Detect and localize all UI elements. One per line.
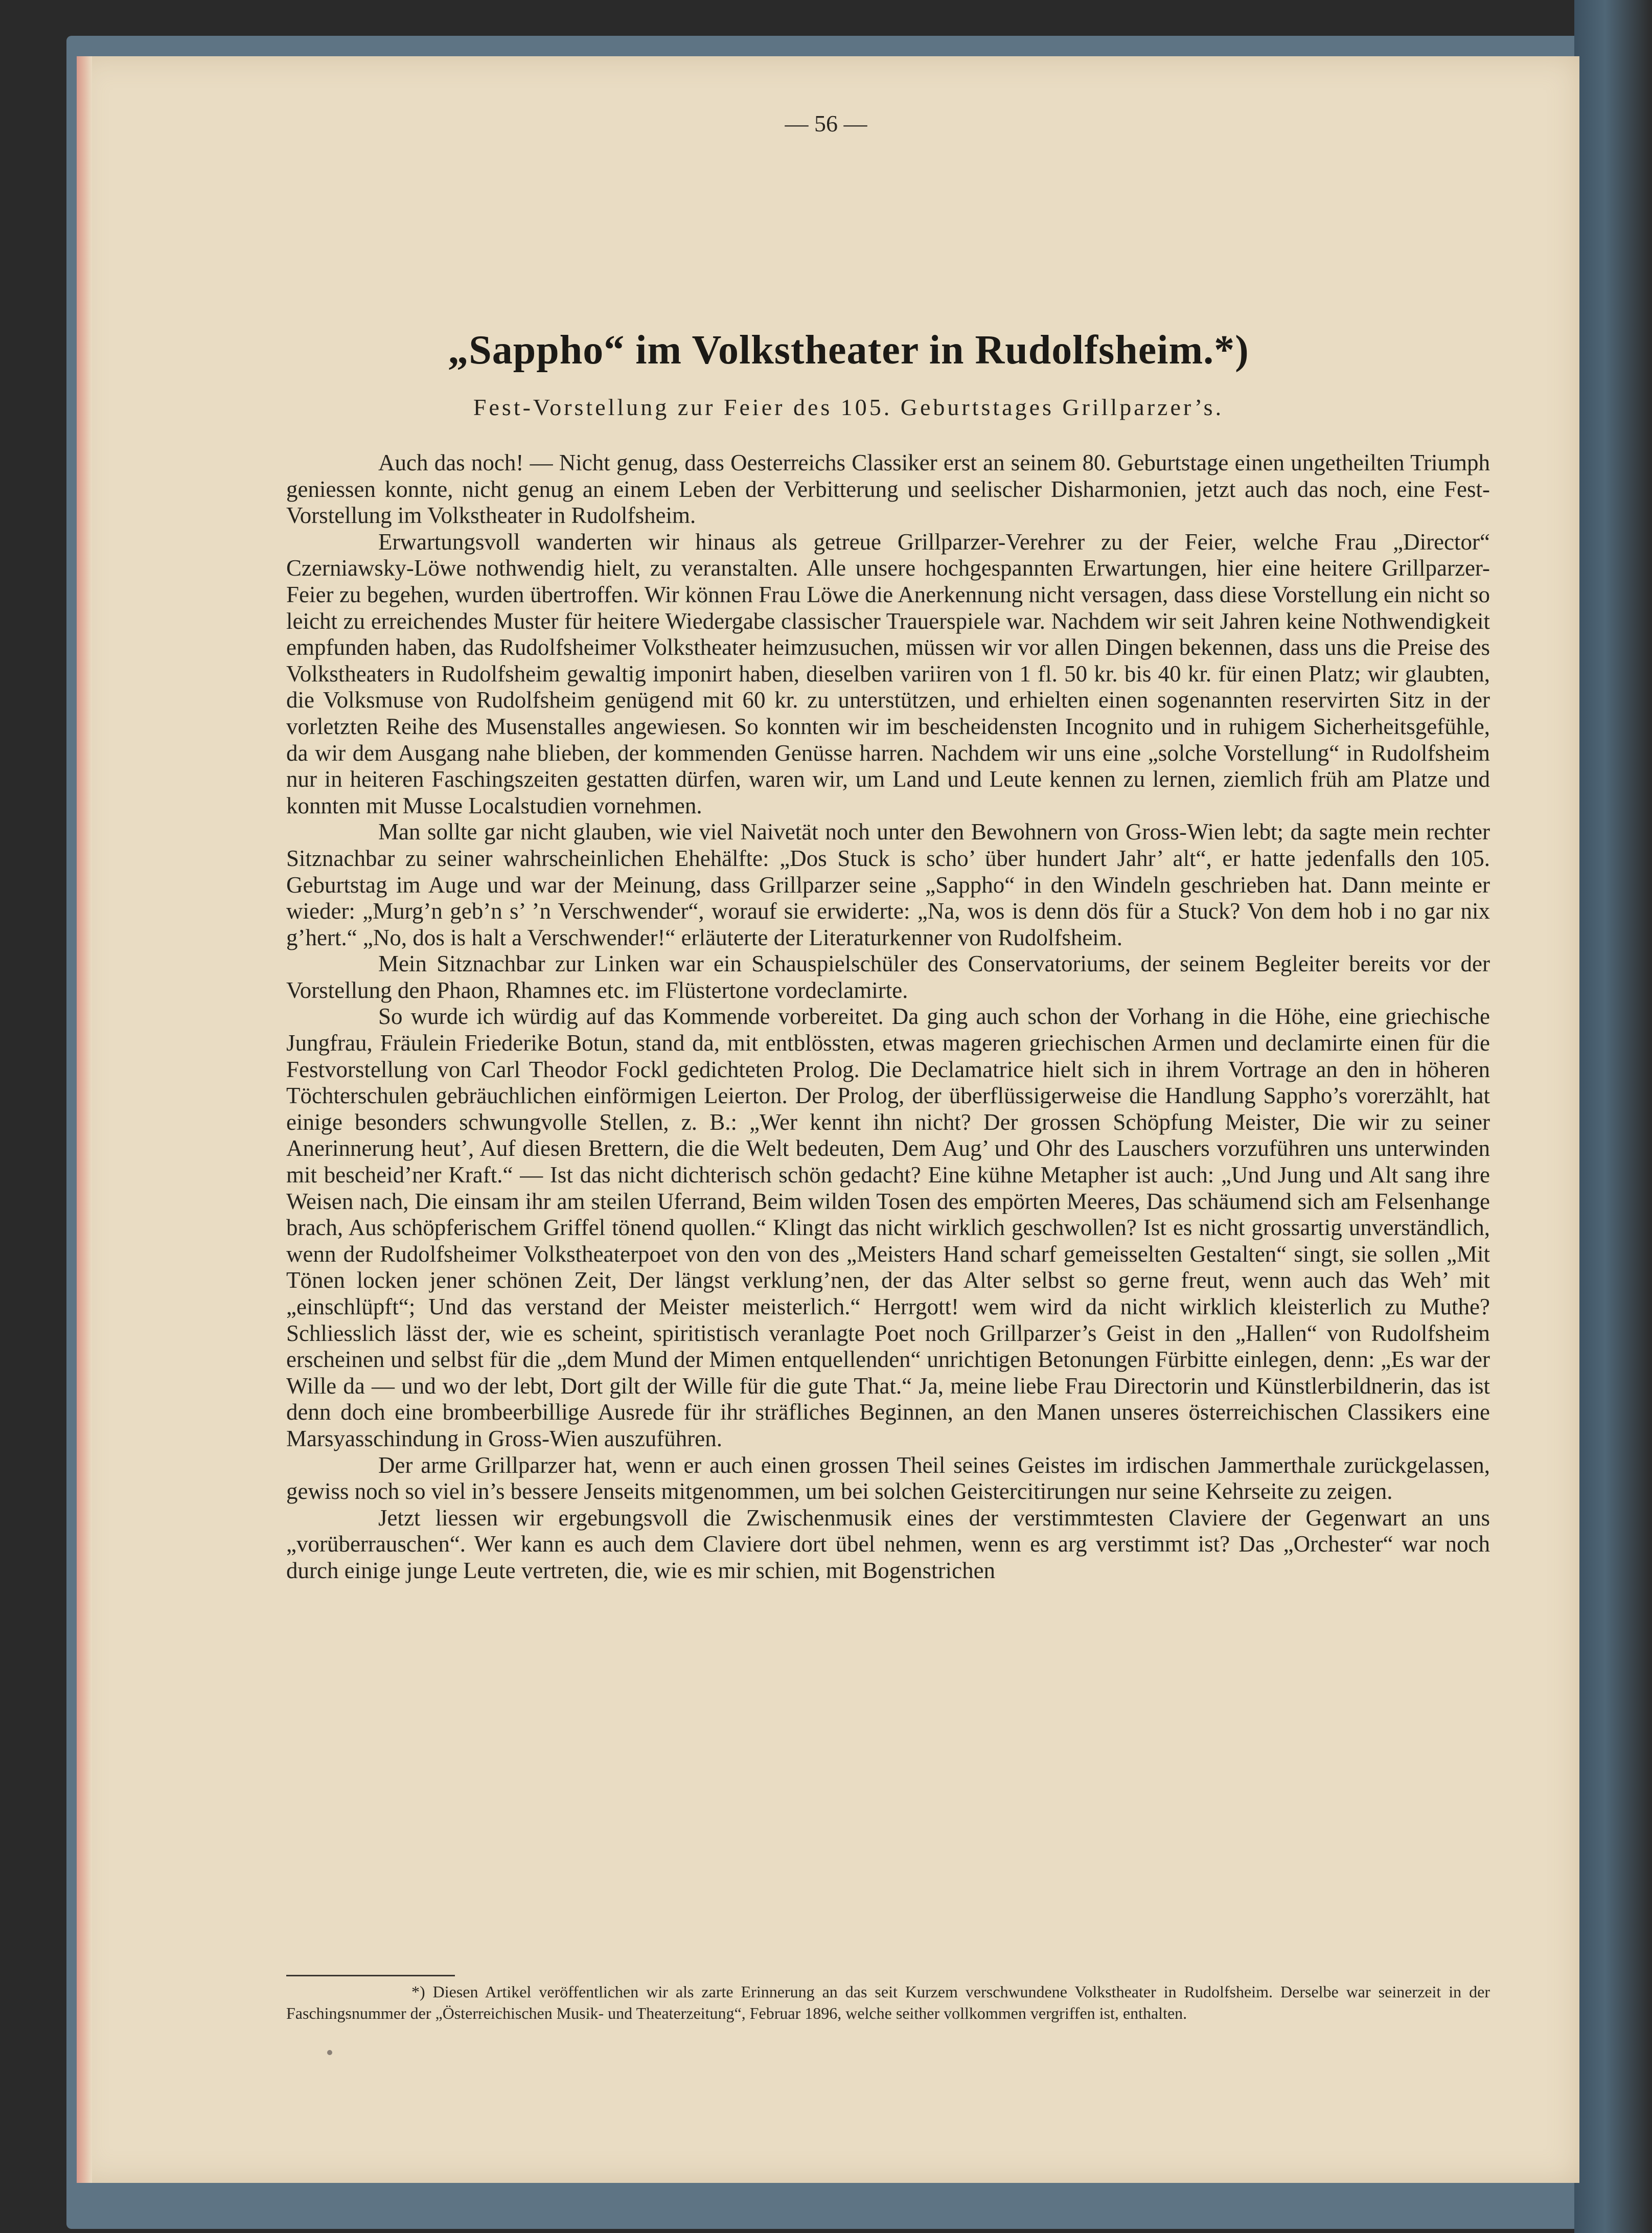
paragraph: Mein Sitznachbar zur Linken war ein Schauspielschüler des Conservatoriums, der seinem Begleiter bereits vor der Vorstellung den Phaon, Rhamnes etc. im Flüstertone vordeclamirte. [286,951,1490,1003]
book-cover-right-edge [1574,0,1652,2233]
article-body [286,450,1490,1584]
paragraph: So wurde ich würdig auf das Kommende vorbereitet. Da ging auch schon der Vorhang in die Höhe, eine griechische Jungfrau, Fräulein Friederike Botun, stand da, mit entblössten, etwas mageren griechischen Armen und declamirte einen für die Festvorstellung von Carl Theodor Fockl gedichteten Prolog. Die Declamatrice hielt sich in ihrem Vortrage an den in höheren Töchterschulen gebräuchlichen einförmigen Leierton. Der Prolog, der überflüssigerweise die Handlung Sappho’s vorerzählt, hat einige besonders schwungvolle Stellen, z. B.: „Wer kennt ihn nicht? Der grossen Schöpfung Meister, Die wir zu seiner Anerinnerung heut’, Auf diesen Brettern, die die Welt bedeuten, Dem Aug’ und Ohr des Lauschers vorzuführen uns unterwinden mit bescheid’ner Kraft.“ — Ist das nicht dichterisch schön gedacht? Eine kühne Metapher ist auch: „Und Jung und Alt sang ihre Weisen nach, Die einsam ihr am steilen Uferrand, Beim wilden Tosen des empörten Meeres, Das schäumend sich am Felsenhange brach, Aus schöpferischem Griffel tönend quollen.“ Klingt das nicht wirklich geschwollen? Ist es nicht grossartig unverständlich, wenn der Rudolfsheimer Volkstheaterpoet von den von des „Meisters Hand scharf gemeisselten Gestalten“ singt, sie sollen „Mit Tönen locken jener schönen Zeit, Der längst verklung’nen, der das Alter selbst so gerne freut, wenn auch das Weh’ mit „einschlüpft“; Und das verstand der Meister meisterlich.“ Herrgott! wem wird da nicht wirklich kleisterlich zu Muthe? Schliesslich lässt der, wie es scheint, spiritistisch veranlagte Poet noch Grillparzer’s Geist in den „Hallen“ von Rudolfsheim erscheinen und selbst für die „dem Mund der Mimen entquellenden“ unrichtigen Betonungen Fürbitte einlegen, denn: „Es war der Wille da — und wo der lebt, Dort gilt der Wille für die gute That.“ Ja, meine liebe Frau Directorin und Künstlerbildnerin, das ist denn doch eine brombeerbillige Ausrede für ihr sträfliches Beginnen, an den Manen unseres österreichischen Classikers eine Marsyasschindung in Gross-Wien auszuführen. [286,1004,1490,1451]
article-title: „Sappho“ im Volkstheater in Rudolfsheim.*) [448,328,1249,373]
paragraph: Auch das noch! — Nicht genug, dass Oesterreichs Classiker erst an seinem 80. Geburtstage einen ungetheilten Triumph geniessen konnte, nicht genug an einem Leben der Verbitterung und seelischer Disharmonien, jetzt auch das noch, eine Fest-Vorstellung im Volkstheater in Rudolfsheim. [286,450,1490,529]
page-edge [77,56,92,2183]
paragraph: Erwartungsvoll wanderten wir hinaus als getreue Grillparzer-Verehrer zu der Feier, welche Frau „Director“ Czerniawsky-Löwe nothwendig hielt, zu veranstalten. Alle unsere hochgespannten Erwartungen, hier eine heitere Grillparzer-Feier zu begehen, wurden übertroffen. Wir können Frau Löwe die Anerkennung nicht versagen, dass diese Vorstellung ein nicht so leicht zu erreichendes Muster für heitere Wiedergabe classischer Trauerspiele war. Nachdem wir seit Jahren keine Nothwendigkeit empfunden haben, das Rudolfsheimer Volkstheater heimzusuchen, müssen wir vor allen Dingen bekennen, dass uns die Preise des Volkstheaters in Rudolfsheim gewaltig imponirt haben, dieselben variiren von 1 fl. 50 kr. bis 40 kr. für einen Platz; wir glaubten, die Volksmuse von Rudolfsheim genügend mit 60 kr. zu unterstützen, und erhielten einen sogenannten reservirten Sitz in der vorletzten Reihe des Musenstalles angewiesen. So konnten wir im bescheidensten Incognito und in ruhigem Sicherheitsgefühle, da wir dem Ausgang nahe blieben, der kommenden Genüsse harren. Nachdem wir uns eine „solche Vorstellung“ in Rudolfsheim nur in heiteren Faschingszeiten gestatten dürfen, waren wir, um Land und Leute kennen zu lernen, ziemlich früh am Platze und konnten mit Musse Localstudien vornehmen. [286,529,1490,818]
paragraph: Jetzt liessen wir ergebungsvoll die Zwischenmusik eines der verstimmtesten Claviere der Gegenwart an uns „vorüberrauschen“. Wer kann es auch dem Claviere dort übel nehmen, wenn es arg verstimmt ist? Das „Orchester“ war noch durch einige junge Leute vertreten, die, wie es mir schien, mit Bogenstrichen [286,1505,1490,1583]
footnote-divider [286,1975,455,1976]
paper-speck [327,2050,332,2055]
article-subtitle: Fest-Vorstellung zur Feier des 105. Geburtstages Grillparzer’s. [473,394,1224,420]
footnote: *) Diesen Artikel veröffentlichen wir als zarte Erinnerung an das seit Kurzem verschwundene Volkstheater in Rudolfsheim. Derselbe war seinerzeit in der Faschingsnummer der „Österreichischen Musik- und Theaterzeitung“, Februar 1896, welche seither vollkommen vergriffen ist, enthalten. [286,1983,1490,2022]
page-number: — 56 — [785,110,867,136]
paragraph: Man sollte gar nicht glauben, wie viel Naivetät noch unter den Bewohnern von Gross-Wien lebt; da sagte mein rechter Sitznachbar zu seiner wahrscheinlichen Ehehälfte: „Dos Stuck is scho’ über hundert Jahr’ alt“, er hatte jedenfalls den 105. Geburtstag im Auge und war der Meinung, dass Grillparzer seine „Sappho“ in den Windeln geschrieben hat. Dann meinte er wieder: „Murg’n geb’n s’ ’n Verschwender“, worauf sie erwiderte: „Na, wos is denn dös für a Stuck? Von dem hob i no gar nix g’hert.“ „No, dos is halt a Verschwender!“ erläuterte der Literaturkenner von Rudolfsheim. [286,819,1490,950]
paragraph: Der arme Grillparzer hat, wenn er auch einen grossen Theil seines Geistes im irdischen Jammerthale zurückgelassen, gewiss noch so viel in’s bessere Jenseits mitgenommen, um bei solchen Geistercitirungen nur seine Kehrseite zu zeigen. [286,1452,1490,1505]
